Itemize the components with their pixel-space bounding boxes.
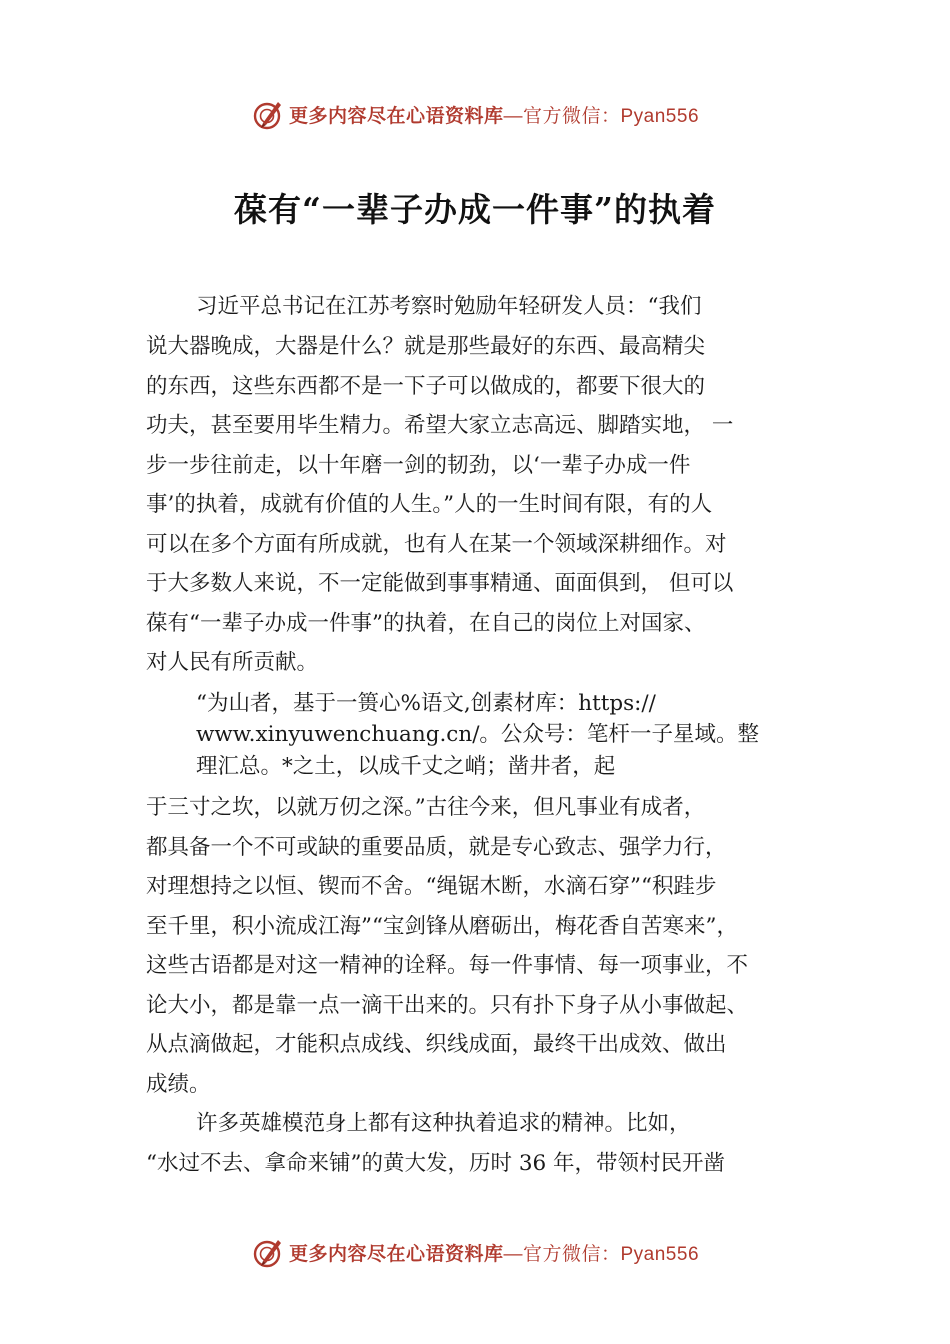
body-line: 这些古语都是对这一精神的诠释。每一件事情、每一项事业，不 [146, 953, 749, 978]
header-wechat-text: —官方微信：Pyan556 [503, 105, 700, 127]
body-line: 从点滴做起，才能积点成线、织线成面，最终干出成效、做出 [146, 1032, 727, 1057]
body-line: 功夫，甚至要用毕生精力。希望大家立志高远、脚踏实地， 一 [146, 413, 734, 438]
body-line: 可以在多个方面有所成就，也有人在某一个领域深耕细作。对 [146, 532, 727, 557]
article-title: 葆有“一辈子办成一件事”的执着 [234, 190, 716, 229]
body-line: 的东西，这些东西都不是一下子可以做成的，都要下很大的 [146, 374, 706, 399]
body-line: “为山者，基于一篑心%语文,创素材库：https:// [196, 691, 656, 716]
body-line: 对人民有所贡献。 [146, 650, 319, 675]
body-line: 习近平总书记在江苏考察时勉励年轻研发人员：“我们 [196, 294, 702, 319]
body-line: 说大器晚成，大器是什么？就是那些最好的东西、最高精尖 [146, 334, 706, 359]
body-line: 都具备一个不可或缺的重要品质，就是专心致志、强学力行， [146, 835, 727, 860]
body-line: 理汇总。*之土，以成千丈之峭；凿井者，起 [196, 754, 616, 779]
body-line: 于三寸之坎，以就万仞之深。”古往今来，但凡事业有成者， [146, 795, 706, 820]
body-line: 许多英雄模范身上都有这种执着追求的精神。比如， [196, 1111, 691, 1136]
footer-wechat-text: —官方微信：Pyan556 [503, 1243, 700, 1265]
footer-watermark-banner [0, 1230, 950, 1274]
body-line: 事’的执着，成就有价值的人生。”人的一生时间有限，有的人 [146, 492, 713, 517]
header-brand-text: 更多内容尽在心语资料库 [288, 104, 504, 127]
body-line: www.xinyuwenchuang.cn/。公众号：笔杆一子星域。整 [196, 722, 759, 747]
body-line: 成绩。 [146, 1072, 211, 1097]
body-line: 至千里，积小流成江海”“宝剑锋从磨砺出，梅花香自苦寒来”， [146, 914, 738, 939]
body-line: 葆有“一辈子办成一件事”的执着，在自己的岗位上对国家、 [146, 611, 706, 636]
body-line: “水过不去、拿命来铺”的黄大发，历时 36 年，带领村民开凿 [146, 1151, 726, 1176]
header-watermark-banner [0, 92, 950, 136]
quill-pen-logo-icon [251, 97, 285, 131]
quill-pen-logo-icon [251, 1235, 285, 1269]
footer-brand-text: 更多内容尽在心语资料库 [288, 1242, 504, 1265]
body-line: 步一步往前走，以十年磨一剑的韧劲，以‘一辈子办成一件 [146, 453, 691, 478]
body-line: 对理想持之以恒、锲而不舍。“绳锯木断，水滴石穿”“积跬步 [146, 874, 717, 899]
body-line: 于大多数人来说，不一定能做到事事精通、面面俱到， 但可以 [146, 571, 734, 596]
body-line: 论大小，都是靠一点一滴干出来的。只有扑下身子从小事做起、 [146, 993, 749, 1018]
